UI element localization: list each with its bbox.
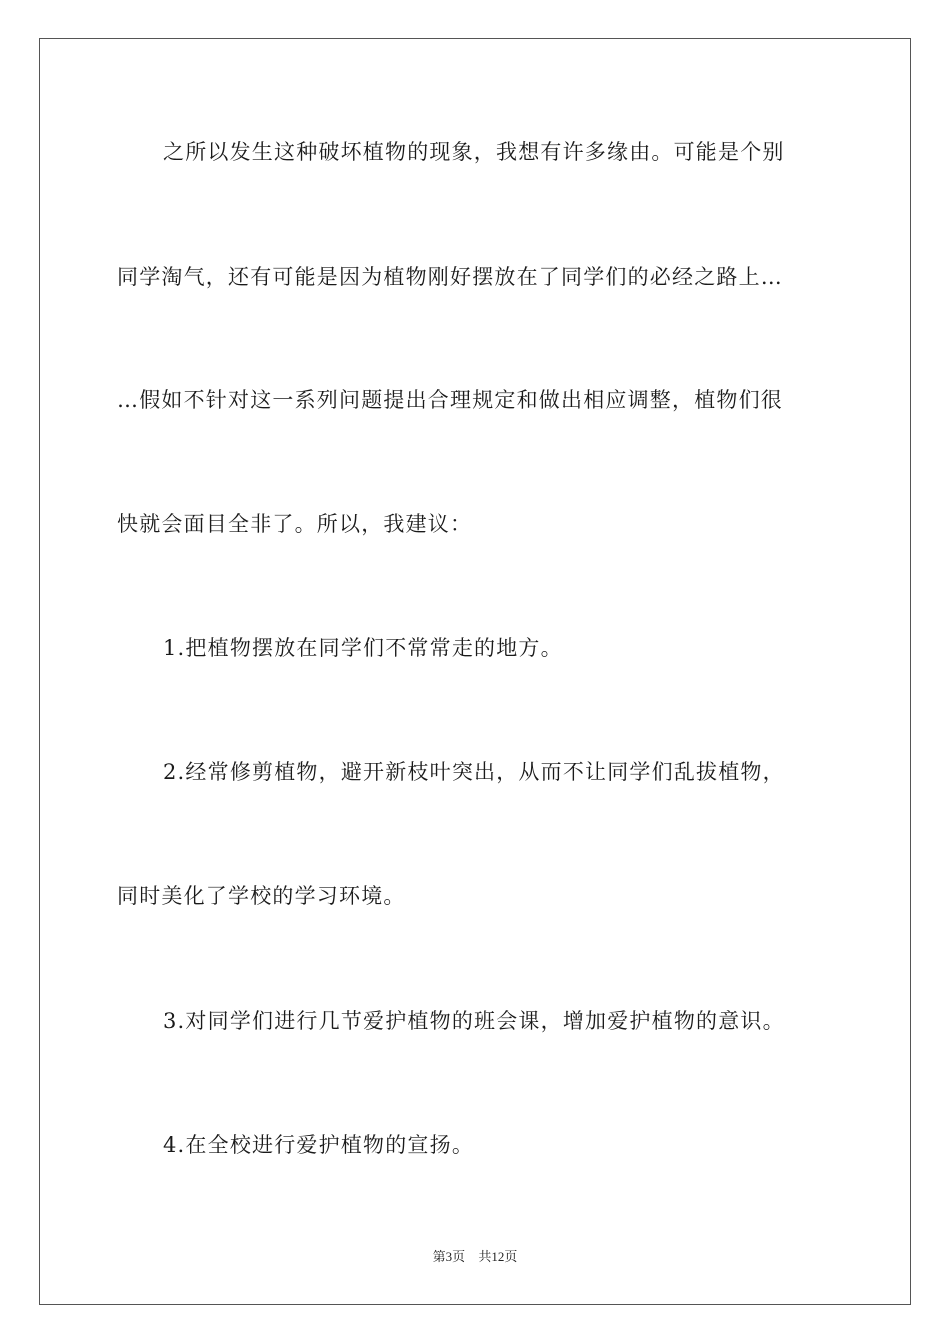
paragraph-line-3: …假如不针对这一系列问题提出合理规定和做出相应调整，植物们很 [117,388,783,412]
list-item-2: 2.经常修剪植物，避开新枝叶突出，从而不让同学们乱拔植物， [163,760,785,784]
page-total: 共12页 [478,1249,518,1264]
page-footer [0,1246,950,1265]
page-border [39,38,911,1305]
list-item-2-continued: 同时美化了学校的学习环境。 [117,884,406,908]
paragraph-line-1: 之所以发生这种破坏植物的现象，我想有许多缘由。可能是个别 [163,140,785,164]
paragraph-line-4: 快就会面目全非了。所以，我建议： [117,512,473,536]
list-item-3: 3.对同学们进行几节爱护植物的班会课，增加爱护植物的意识。 [163,1009,785,1033]
page-number: 第3页 [432,1249,466,1264]
list-item-4: 4.在全校进行爱护植物的宣扬。 [163,1133,475,1157]
paragraph-line-2: 同学淘气，还有可能是因为植物刚好摆放在了同学们的必经之路上… [117,265,783,289]
list-item-1: 1.把植物摆放在同学们不常常走的地方。 [163,636,563,660]
